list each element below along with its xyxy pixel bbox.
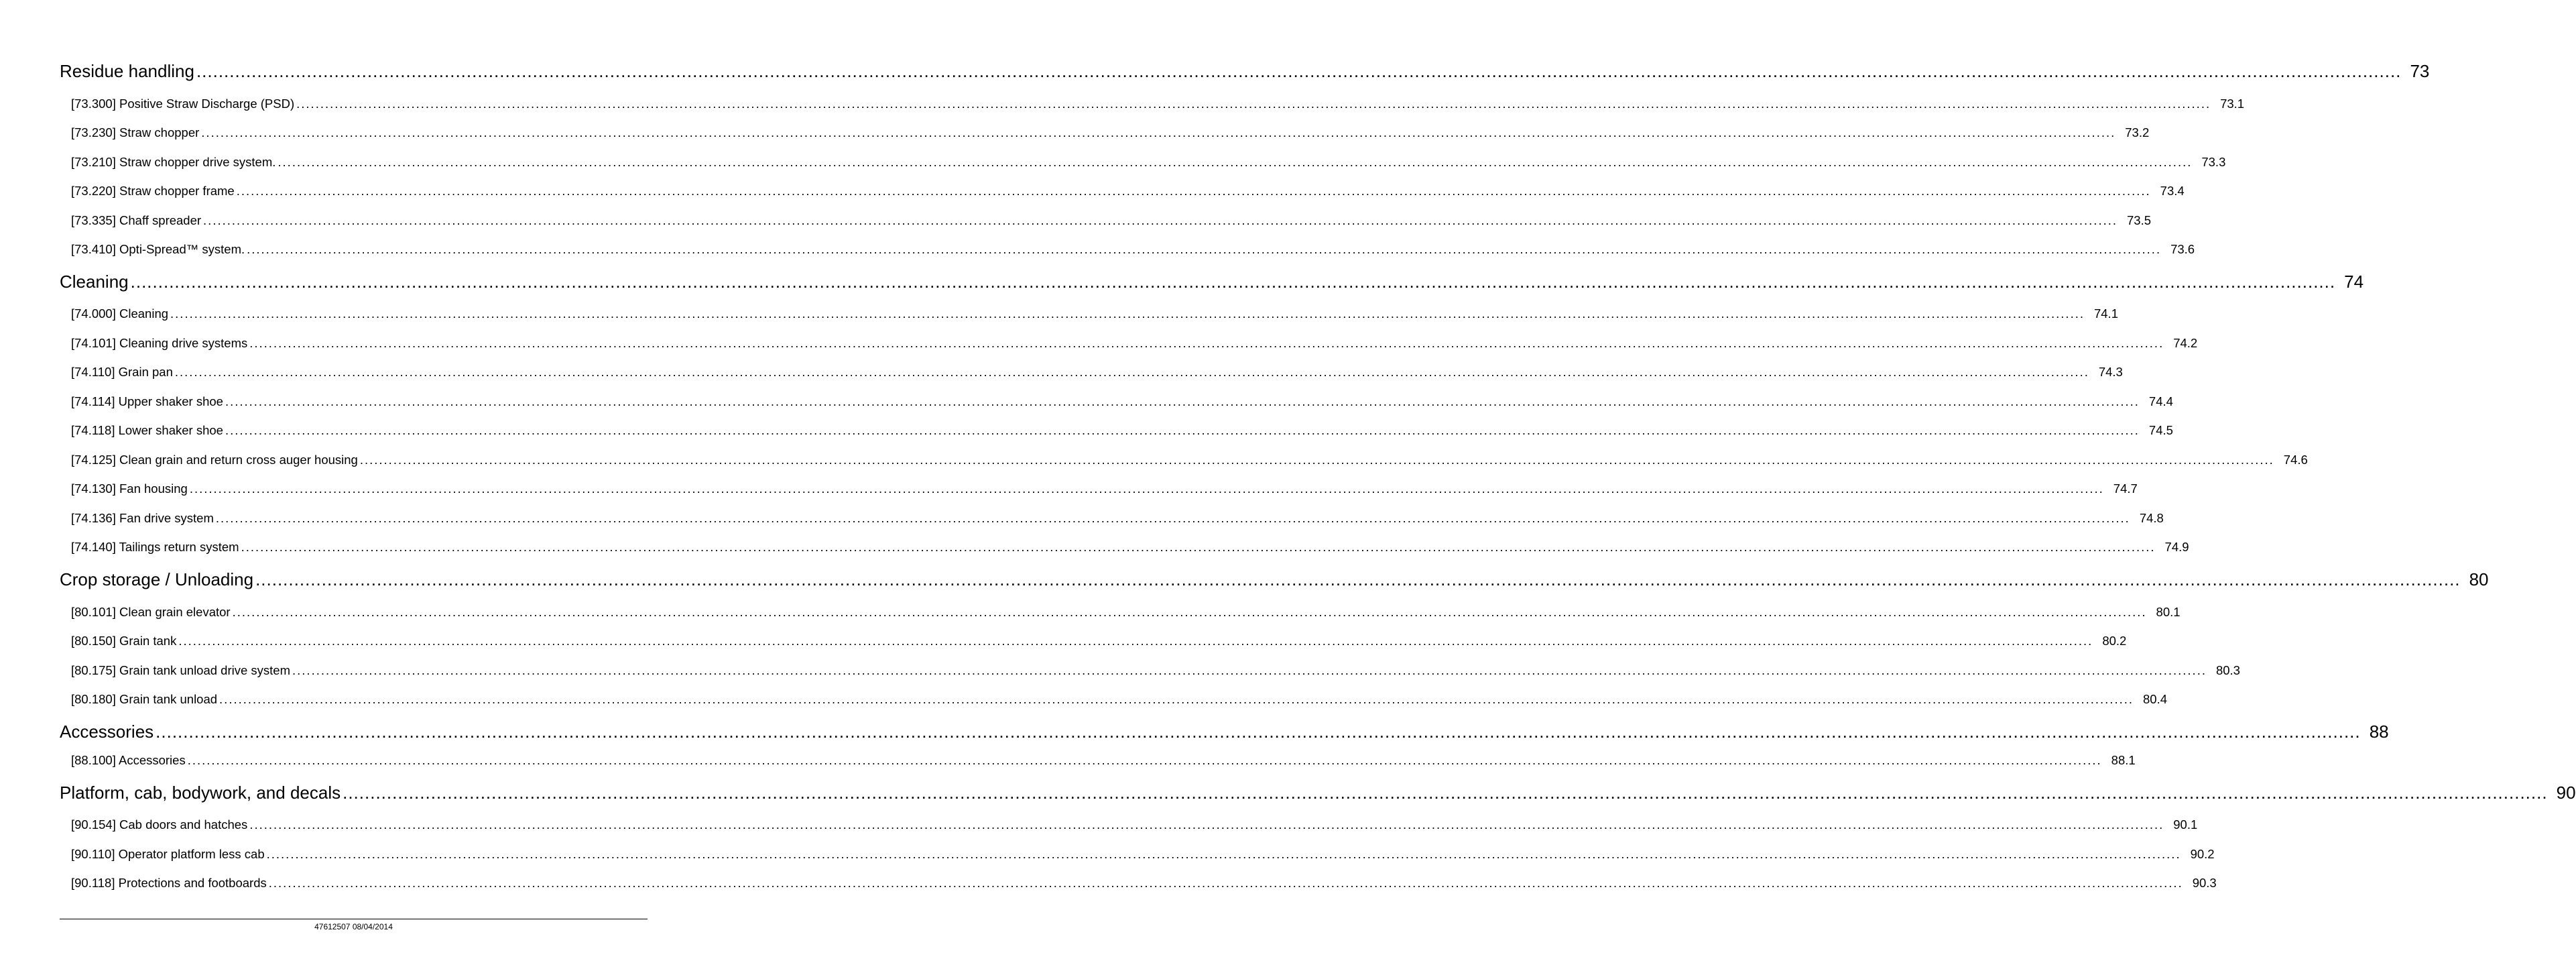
entry-title: [73.410] Opti-Spread™ system.	[71, 242, 245, 256]
page-number: 74.2	[2173, 336, 2198, 350]
toc-entry[interactable]	[60, 604, 2181, 621]
toc-entry[interactable]	[60, 335, 2198, 352]
toc-entry[interactable]	[60, 95, 2245, 113]
toc-entry[interactable]	[60, 212, 2152, 229]
entry-title: [74.101] Cleaning drive systems	[71, 336, 248, 350]
entry-title: [74.114] Upper shaker shoe	[71, 394, 223, 408]
toc-entry[interactable]	[60, 241, 2195, 258]
page-number: 88.1	[2111, 753, 2136, 767]
page-number: 74.5	[2148, 423, 2173, 437]
page-number: 80.3	[2215, 663, 2240, 677]
toc-section-heading[interactable]	[60, 59, 2430, 83]
entry-title: [74.130] Fan housing	[71, 481, 188, 496]
entry-title: [80.101] Clean grain elevator	[71, 605, 231, 619]
dot-leader: ................................................................................................................................................................................................................................................................................................................................................................................................................	[278, 155, 2193, 169]
dot-leader: ................................................................................................................................................................................................................................................................................................................................................................................................................	[232, 605, 2147, 619]
entry-title: [80.175] Grain tank unload drive system	[71, 663, 291, 677]
toc-entry[interactable]	[60, 752, 2136, 769]
page-number: 74.7	[2113, 481, 2138, 496]
toc-entry[interactable]	[60, 632, 2127, 650]
dot-leader: ................................................................................................................................................................................................................................................................................................................................................................................................................	[249, 336, 2164, 350]
entry-title: [74.140] Tailings return system	[71, 540, 239, 554]
page-number: 73.6	[2170, 242, 2195, 256]
toc-section-heading[interactable]	[60, 270, 2364, 294]
section-title: Platform, cab, bodywork, and decals	[60, 783, 341, 803]
dot-leader: ................................................................................................................................................................................................................................................................................................................................................................................................................	[215, 511, 2130, 525]
page-number: 80	[2469, 569, 2489, 589]
toc-entry[interactable]	[60, 816, 2198, 834]
toc-entry[interactable]	[60, 510, 2164, 527]
dot-leader: ................................................................................................................................................................................................................................................................................................................................................................................................................	[187, 753, 2102, 767]
entry-title: [74.118] Lower shaker shoe	[71, 423, 223, 437]
toc-entry[interactable]	[60, 154, 2226, 171]
section-title: Residue handling	[60, 61, 194, 81]
entry-title: [73.230] Straw chopper	[71, 125, 200, 139]
entry-title: [74.110] Grain pan	[71, 365, 173, 379]
toc-section-heading[interactable]	[60, 781, 2576, 805]
entry-title: [90.118] Protections and footboards	[71, 876, 267, 890]
page-number: 74.1	[2093, 306, 2118, 321]
toc-entry[interactable]	[60, 538, 2189, 556]
toc-entry[interactable]	[60, 124, 2150, 141]
toc-entry[interactable]	[60, 422, 2173, 439]
toc-section-heading[interactable]	[60, 567, 2489, 591]
entry-title: [88.100] Accessories	[71, 753, 186, 767]
page-number: 80.2	[2102, 634, 2127, 648]
toc-entry[interactable]	[60, 451, 2308, 469]
dot-leader: ................................................................................................................................................................................................................................................................................................................................................................................................................	[236, 184, 2151, 198]
toc-section-heading[interactable]	[60, 720, 2389, 744]
page-number: 73	[2410, 61, 2430, 81]
page-number: 74.4	[2148, 394, 2173, 408]
page-number: 90.3	[2192, 876, 2217, 890]
page-number: 88	[2369, 722, 2389, 742]
toc-entry[interactable]	[60, 393, 2173, 410]
dot-leader: ................................................................................................................................................................................................................................................................................................................................................................................................................	[174, 365, 2089, 379]
dot-leader: ................................................................................................................................................................................................................................................................................................................................................................................................................	[203, 213, 2118, 227]
dot-leader: ................................................................................................................................................................................................................................................................................................................................................................................................................	[292, 663, 2207, 677]
entry-title: [74.136] Fan drive system	[71, 511, 214, 525]
toc-entry[interactable]	[60, 874, 2217, 892]
dot-leader: ................................................................................................................................................................................................................................................................................................................................................................................................................	[170, 306, 2085, 321]
entry-title: [74.000] Cleaning	[71, 306, 169, 321]
dot-leader: ................................................................................................................................................................................................................................................................................................................................................................................................................	[156, 722, 2361, 742]
dot-leader: ................................................................................................................................................................................................................................................................................................................................................................................................................	[249, 817, 2164, 832]
dot-leader: ................................................................................................................................................................................................................................................................................................................................................................................................................	[219, 692, 2134, 706]
dot-leader: ................................................................................................................................................................................................................................................................................................................................................................................................................	[225, 423, 2140, 437]
page-number: 90.1	[2173, 817, 2198, 832]
section-title: Crop storage / Unloading	[60, 569, 254, 589]
entry-title: [74.125] Clean grain and return cross auger housing	[71, 453, 358, 467]
dot-leader: ................................................................................................................................................................................................................................................................................................................................................................................................................	[255, 569, 2461, 589]
entry-title: [73.220] Straw chopper frame	[71, 184, 235, 198]
page-number: 74.3	[2098, 365, 2123, 379]
page-number: 73.2	[2125, 125, 2150, 139]
entry-title: [80.150] Grain tank	[71, 634, 177, 648]
toc-entry[interactable]	[60, 363, 2123, 381]
footer-document-id: 47612507 08/04/2014	[314, 922, 393, 931]
page-number: 90	[2556, 783, 2576, 803]
toc-entry[interactable]	[60, 305, 2118, 323]
page-number: 80.4	[2143, 692, 2168, 706]
page-number: 73.4	[2160, 184, 2185, 198]
entry-title: [80.180] Grain tank unload	[71, 692, 218, 706]
page-number: 80.1	[2156, 605, 2181, 619]
page-number: 73.5	[2127, 213, 2152, 227]
dot-leader: ................................................................................................................................................................................................................................................................................................................................................................................................................	[268, 876, 2183, 890]
section-title: Accessories	[60, 722, 154, 742]
toc-entry[interactable]	[60, 846, 2215, 863]
entry-title: [73.335] Chaff spreader	[71, 213, 202, 227]
dot-leader: ................................................................................................................................................................................................................................................................................................................................................................................................................	[196, 61, 2402, 81]
dot-leader: ................................................................................................................................................................................................................................................................................................................................................................................................................	[225, 394, 2140, 408]
page-number: 74	[2344, 272, 2364, 292]
dot-leader: ................................................................................................................................................................................................................................................................................................................................................................................................................	[266, 847, 2181, 861]
page-number: 90.2	[2190, 847, 2215, 861]
dot-leader: ................................................................................................................................................................................................................................................................................................................................................................................................................	[241, 540, 2156, 554]
dot-leader: ................................................................................................................................................................................................................................................................................................................................................................................................................	[359, 453, 2274, 467]
dot-leader: ................................................................................................................................................................................................................................................................................................................................................................................................................	[201, 125, 2116, 139]
dot-leader: ................................................................................................................................................................................................................................................................................................................................................................................................................	[178, 634, 2093, 648]
entry-title: [90.154] Cab doors and hatches	[71, 817, 248, 832]
dot-leader: ................................................................................................................................................................................................................................................................................................................................................................................................................	[343, 783, 2548, 803]
toc-entry[interactable]	[60, 480, 2138, 498]
section-title: Cleaning	[60, 272, 129, 292]
page-number: 74.9	[2164, 540, 2189, 554]
toc-entry[interactable]	[60, 662, 2240, 679]
entry-title: [73.210] Straw chopper drive system.	[71, 155, 276, 169]
dot-leader: ................................................................................................................................................................................................................................................................................................................................................................................................................	[296, 97, 2211, 111]
toc-entry[interactable]	[60, 182, 2185, 200]
page-number: 74.6	[2283, 453, 2308, 467]
dot-leader: ................................................................................................................................................................................................................................................................................................................................................................................................................	[130, 272, 2336, 292]
toc-entry[interactable]	[60, 691, 2168, 708]
dot-leader: ................................................................................................................................................................................................................................................................................................................................................................................................................	[189, 481, 2104, 496]
page-number: 73.3	[2201, 155, 2226, 169]
entry-title: [90.110] Operator platform less cab	[71, 847, 265, 861]
entry-title: [73.300] Positive Straw Discharge (PSD)	[71, 97, 295, 111]
dot-leader: ................................................................................................................................................................................................................................................................................................................................................................................................................	[247, 242, 2162, 256]
page-number: 73.1	[2220, 97, 2245, 111]
page-number: 74.8	[2139, 511, 2164, 525]
